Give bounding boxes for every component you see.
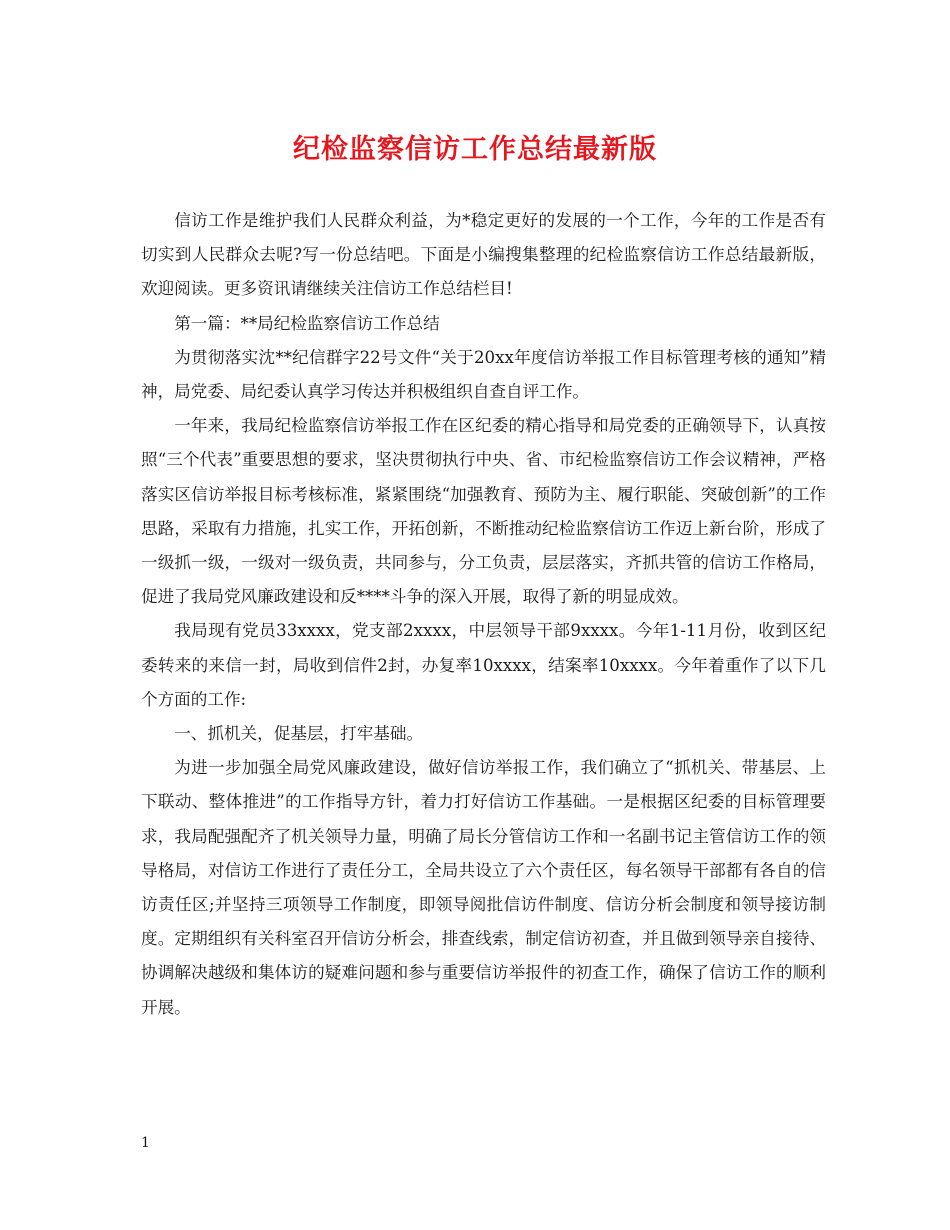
body-paragraph: 一年来，我局纪检监察信访举报工作在区纪委的精心指导和局党委的正确领导下，认真按照“三个代表”重要思想的要求，坚决贯彻执行中央、省、市纪检监察信访工作会议精神，严格落实区信访举报目标考核标准，紧紧围绕“加强教育、预防为主、履行职能、突破创新”的工作思路，采取有力措施，扎实工作，开拓创新，不断推动纪检监察信访工作迈上新台阶，形成了一级抓一级，一级对一级负责，共同参与，分工负责，层层落实，齐抓共管的信访工作格局，促进了我局党风廉政建设和反****斗争的深入开展，取得了新的明显成效。	[141, 416, 826, 607]
section-heading-first-article: 第一篇：**局纪检监察信访工作总结	[174, 313, 440, 333]
intro-paragraph: 信访工作是维护我们人民群众利益，为*稳定更好的发展的一个工作，今年的工作是否有切实到人民群众去呢?写一份总结吧。下面是小编搜集整理的纪检监察信访工作总结最新版，欢迎阅读。更多资讯请继续关注信访工作总结栏目!	[141, 211, 826, 299]
body-paragraph: 为进一步加强全局党风廉政建设，做好信访举报工作，我们确立了“抓机关、带基层、上下联动、整体推进”的工作指导方针，着力打好信访工作基础。一是根据区纪委的目标管理要求，我局配强配齐了机关领导力量，明确了局长分管信访工作和一名副书记主管信访工作的领导格局，对信访工作进行了责任分工，全局共设立了六个责任区，每名领导干部都有各自的信访责任区;并坚持三项领导工作制度，即领导阅批信访件制度、信访分析会制度和领导接访制度。定期组织有关科室召开信访分析会，排查线索，制定信访初查，并且做到领导亲自接待、协调解决越级和集体访的疑难问题和参与重要信访举报件的初查工作，确保了信访工作的顺利开展。	[141, 758, 826, 1017]
body-paragraph: 为贯彻落实沈**纪信群字22号文件“关于20xx年度信访举报工作目标管理考核的通知”精神，局党委、局纪委认真学习传达并积极组织自查自评工作。	[141, 347, 826, 402]
page-number: 1	[141, 1135, 150, 1151]
section-heading-one: 一、抓机关，促基层，打牢基础。	[174, 724, 424, 744]
document-body	[141, 204, 826, 1025]
document-title: 纪检监察信访工作总结最新版	[293, 134, 657, 165]
body-paragraph: 我局现有党员33xxxx，党支部2xxxx，中层领导干部9xxxx。今年1-11月份，收到区纪委转来的来信一封，局收到信件2封，办复率10xxxx，结案率10xxxx。今年着重作了以下几个方面的工作:	[141, 621, 826, 709]
